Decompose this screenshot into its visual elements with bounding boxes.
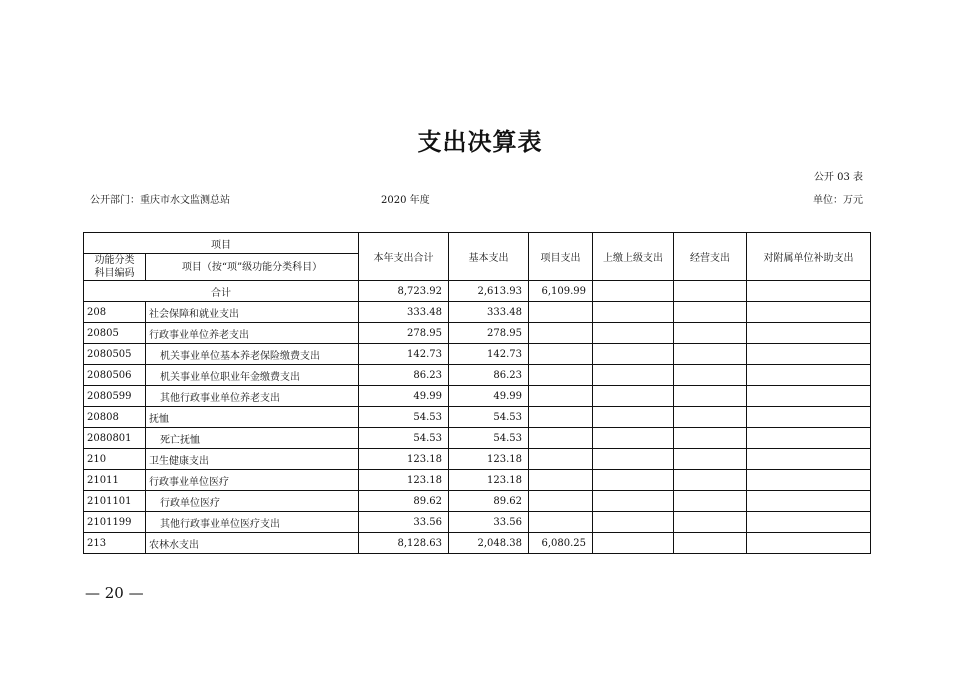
header-name: 项目（按“项”级功能分类科目） (146, 254, 359, 281)
total-project: 6,109.99 (529, 281, 593, 302)
row-project (529, 344, 593, 365)
row-project (529, 365, 593, 386)
header-project: 项目 (84, 233, 359, 254)
header-code (84, 254, 146, 281)
row-code: 2080801 (84, 428, 146, 449)
total-label: 合计 (84, 281, 359, 302)
row-total: 123.18 (359, 470, 449, 491)
row-name: 农林水支出 (146, 533, 359, 554)
row-basic: 33.56 (449, 512, 529, 533)
row-code: 2080599 (84, 386, 146, 407)
row-code: 210 (84, 449, 146, 470)
table-row (84, 344, 871, 365)
row-upper (593, 512, 674, 533)
row-subsidy (747, 491, 871, 512)
row-project (529, 491, 593, 512)
row-subsidy (747, 365, 871, 386)
row-subsidy (747, 428, 871, 449)
row-upper (593, 344, 674, 365)
row-total: 54.53 (359, 428, 449, 449)
table-row (84, 533, 871, 554)
header-upper: 上缴上级支出 (593, 233, 674, 281)
department-label: 公开部门：重庆市水文监测总站 (90, 195, 230, 206)
row-business (674, 365, 747, 386)
page-number: — 20 — (85, 584, 144, 602)
row-business (674, 449, 747, 470)
row-total: 33.56 (359, 512, 449, 533)
row-basic: 142.73 (449, 344, 529, 365)
row-name: 行政单位医疗 (146, 491, 359, 512)
row-total: 142.73 (359, 344, 449, 365)
row-subsidy (747, 533, 871, 554)
table-row (84, 323, 871, 344)
row-project (529, 323, 593, 344)
row-code: 2080505 (84, 344, 146, 365)
row-upper (593, 449, 674, 470)
row-upper (593, 470, 674, 491)
row-total: 123.18 (359, 449, 449, 470)
row-upper (593, 365, 674, 386)
row-name: 机关事业单位基本养老保险缴费支出 (146, 344, 359, 365)
row-subsidy (747, 323, 871, 344)
total-total: 8,723.92 (359, 281, 449, 302)
row-total: 89.62 (359, 491, 449, 512)
row-total: 333.48 (359, 302, 449, 323)
row-business (674, 386, 747, 407)
row-business (674, 428, 747, 449)
row-basic: 49.99 (449, 386, 529, 407)
row-subsidy (747, 407, 871, 428)
row-subsidy (747, 344, 871, 365)
row-business (674, 491, 747, 512)
row-basic: 54.53 (449, 407, 529, 428)
row-business (674, 344, 747, 365)
header-project-expenditure: 项目支出 (529, 233, 593, 281)
table-row (84, 449, 871, 470)
row-subsidy (747, 386, 871, 407)
row-basic: 54.53 (449, 428, 529, 449)
row-name: 行政事业单位养老支出 (146, 323, 359, 344)
row-basic: 86.23 (449, 365, 529, 386)
row-subsidy (747, 449, 871, 470)
row-upper (593, 407, 674, 428)
row-subsidy (747, 512, 871, 533)
row-name: 其他行政事业单位医疗支出 (146, 512, 359, 533)
total-upper (593, 281, 674, 302)
row-code: 208 (84, 302, 146, 323)
row-code: 20805 (84, 323, 146, 344)
page-title: 支出决算表 (417, 127, 543, 156)
row-name: 行政事业单位医疗 (146, 470, 359, 491)
row-code: 2080506 (84, 365, 146, 386)
total-business (674, 281, 747, 302)
form-number: 公开 03 表 (813, 172, 863, 183)
row-total: 8,128.63 (359, 533, 449, 554)
row-basic: 123.18 (449, 449, 529, 470)
table-row (84, 365, 871, 386)
row-name: 其他行政事业单位养老支出 (146, 386, 359, 407)
header-business: 经营支出 (674, 233, 747, 281)
row-project (529, 302, 593, 323)
row-business (674, 512, 747, 533)
table-row (84, 302, 871, 323)
table-row (84, 491, 871, 512)
table-row (84, 470, 871, 491)
header-total: 本年支出合计 (359, 233, 449, 281)
row-basic: 2,048.38 (449, 533, 529, 554)
row-project (529, 407, 593, 428)
row-business (674, 302, 747, 323)
row-business (674, 407, 747, 428)
row-total: 54.53 (359, 407, 449, 428)
expenditure-table (83, 232, 871, 554)
row-upper (593, 323, 674, 344)
row-total: 49.99 (359, 386, 449, 407)
row-subsidy (747, 470, 871, 491)
row-project (529, 428, 593, 449)
row-subsidy (747, 302, 871, 323)
fiscal-year: 2020 年度 (381, 195, 430, 206)
row-basic: 123.18 (449, 470, 529, 491)
row-project (529, 470, 593, 491)
table-row (84, 512, 871, 533)
table-row (84, 428, 871, 449)
row-name: 死亡抚恤 (146, 428, 359, 449)
table-row (84, 386, 871, 407)
row-total: 278.95 (359, 323, 449, 344)
row-project (529, 386, 593, 407)
row-name: 抚恤 (146, 407, 359, 428)
row-business (674, 533, 747, 554)
total-row (84, 281, 871, 302)
row-upper (593, 302, 674, 323)
row-business (674, 470, 747, 491)
row-code: 213 (84, 533, 146, 554)
total-subsidy (747, 281, 871, 302)
total-basic: 2,613.93 (449, 281, 529, 302)
row-upper (593, 428, 674, 449)
row-project (529, 512, 593, 533)
row-basic: 333.48 (449, 302, 529, 323)
row-basic: 278.95 (449, 323, 529, 344)
row-name: 社会保障和就业支出 (146, 302, 359, 323)
row-business (674, 323, 747, 344)
header-basic: 基本支出 (449, 233, 529, 281)
row-project (529, 449, 593, 470)
row-code: 21011 (84, 470, 146, 491)
unit-label: 单位：万元 (813, 195, 863, 206)
row-project: 6,080.25 (529, 533, 593, 554)
header-code-text: 功能分类 科目编码 (94, 255, 135, 279)
table-row (84, 407, 871, 428)
row-upper (593, 386, 674, 407)
row-name: 卫生健康支出 (146, 449, 359, 470)
header-subsidy: 对附属单位补助支出 (747, 233, 871, 281)
row-total: 86.23 (359, 365, 449, 386)
row-upper (593, 491, 674, 512)
row-name: 机关事业单位职业年金缴费支出 (146, 365, 359, 386)
row-code: 2101101 (84, 491, 146, 512)
row-upper (593, 533, 674, 554)
row-code: 2101199 (84, 512, 146, 533)
row-code: 20808 (84, 407, 146, 428)
row-basic: 89.62 (449, 491, 529, 512)
